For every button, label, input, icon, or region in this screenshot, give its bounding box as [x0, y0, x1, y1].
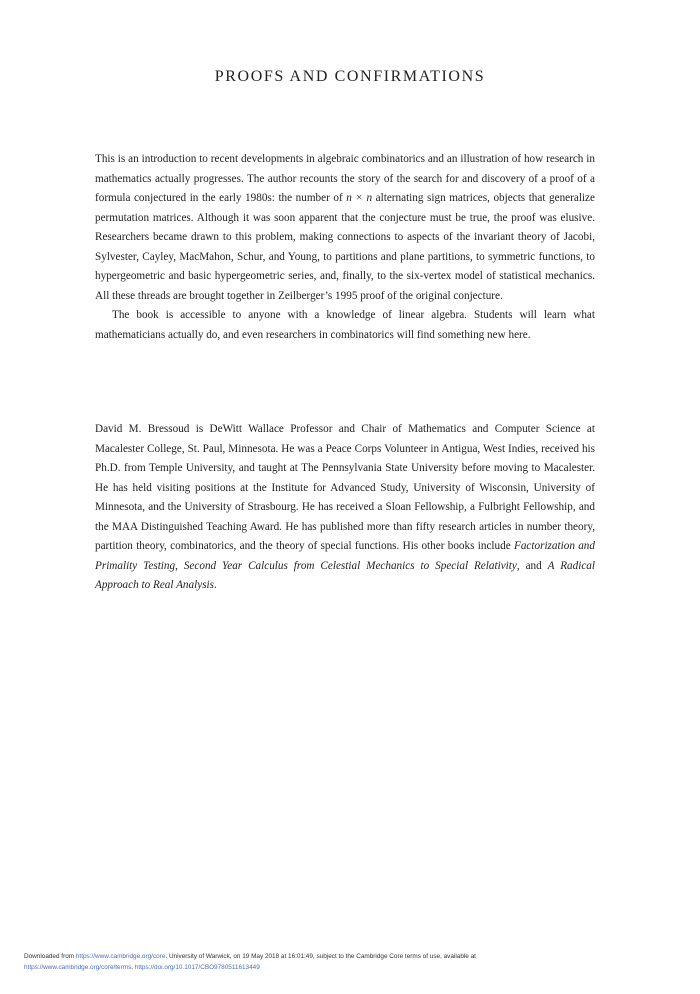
terms-link[interactable]: https://www.cambridge.org/core/terms: [24, 964, 132, 971]
description-paragraph-1: This is an introduction to recent developments in algebraic combinatorics and an illustration of how research in mathematics actually progresses. The author recounts the story of the search for and discovery of a proof of a formula conjectured in the early 1980s: the number of n × n alternating sign matrices, objects that generalize permutation matrices. Although it was soon apparent that the conjecture must be true, the proof was elusive. Researchers became drawn to this problem, making connections to aspects of the invariant theory of Jacobi, Sylvester, Cayley, MacMahon, Schur, and Young, to partitions and plane partitions, to symmetric functions, to hypergeometric and basic hypergeometric series, and, finally, to the six-vertex model of statistical mechanics. All these threads are brought together in Zeilberger’s 1995 proof of the original conjecture.: [95, 153, 595, 302]
book-title-radical-approach: A Radical Approach to Real Analysis: [95, 559, 595, 591]
book-description: [95, 150, 595, 345]
cambridge-core-link[interactable]: https://www.cambridge.org/core: [75, 953, 166, 960]
description-paragraph-2: The book is accessible to anyone with a knowledge of linear algebra. Students will learn what mathematicians actually do, and even researchers in combinatorics will find something new here.: [95, 309, 595, 341]
download-footer: Downloaded from https://www.cambridge.org/core. University of Warwick, on 19 May 2018 at 16:01:49, subject to the Cambridge Core terms of use, available at https://www.cambridge.org/core/terms. https://doi.org/10.1017/CBO9780511613449: [24, 953, 476, 971]
author-biography: [95, 420, 595, 596]
author-bio-paragraph: David M. Bressoud is DeWitt Wallace Professor and Chair of Mathematics and Computer Science at Macalester College, St. Paul, Minnesota. He was a Peace Corps Volunteer in Antigua, West Indies, received his Ph.D. from Temple University, and taught at The Pennsylvania State University before moving to Macalester. He has held visiting positions at the Institute for Advanced Study, University of Wisconsin, University of Minnesota, and the University of Strasbourg. He has received a Sloan Fellowship, a Fulbright Fellowship, and the MAA Distinguished Teaching Award. He has published more than fifty research articles in number theory, partition theory, combinatorics, and the theory of special functions. His other books include Factorization and Primality Testing, Second Year Calculus from Celestial Mechanics to Special Relativity, and A Radical Approach to Real Analysis.: [95, 423, 595, 591]
book-title-second-year-calculus: Second Year Calculus from Celestial Mechanics to Special Relativity: [183, 559, 517, 572]
math-n-by-n: n × n: [346, 192, 373, 204]
page-title: PROOFS AND CONFIRMATIONS: [214, 68, 486, 85]
doi-link[interactable]: https://doi.org/10.1017/CBO9780511613449: [134, 964, 260, 971]
book-title-factorization: Factorization and Primality Testing: [95, 540, 595, 572]
